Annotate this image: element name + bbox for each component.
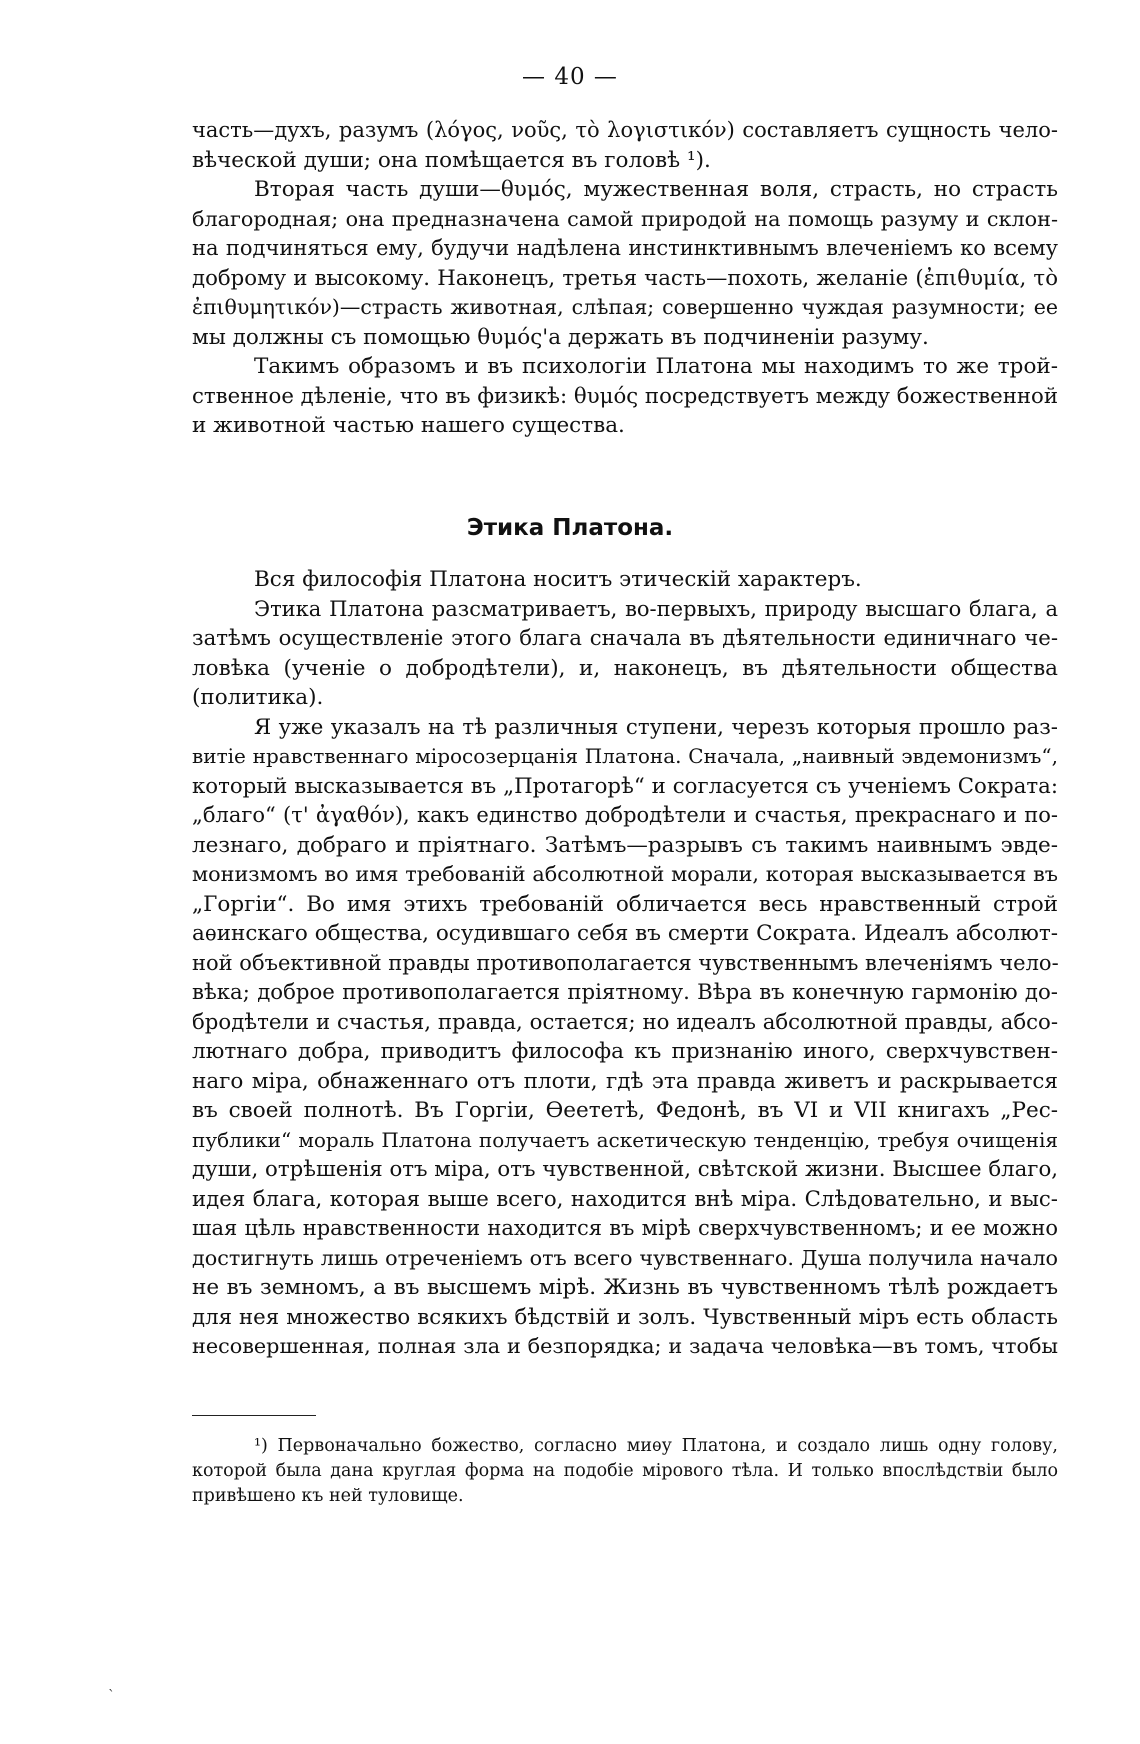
footnote-line: ¹) Первоначально божество, согласно миѳу Платона, и создало лишь одну голову, <box>254 1436 1058 1456</box>
page-number: — 40 — <box>522 64 618 90</box>
text-line: затѣмъ осуществленіе этого блага сначала въ дѣятельности единичнаго че- <box>192 626 1058 651</box>
intro-paragraphs <box>192 116 1058 441</box>
footnote-line: привѣшено къ ней туловище. <box>192 1486 464 1506</box>
text-line: лезнаго, добраго и пріятнаго. Затѣмъ—разрывъ съ такимъ наивнымъ эвде- <box>192 832 1058 858</box>
stray-ink-mark: ˋ <box>108 1688 115 1704</box>
text-line: Вторая часть души—θυμός, мужественная воля, страсть, но страсть <box>254 177 1058 202</box>
text-line: и животной частью нашего существа. <box>192 413 625 438</box>
text-line: часть—духъ, разумъ (λόγος, νοῦς, τὸ λογιστικόν) составляетъ сущность чело- <box>192 118 1058 142</box>
text-line: „Горгіи“. Во имя этихъ требованій обличается весь нравственный строй <box>192 891 1058 917</box>
text-line: Этика Платона разсматриваетъ, во-первыхъ, природу высшаго блага, а <box>254 596 1058 621</box>
text-line: витіе нравственнаго міросозерцанія Платона. Сначала, „наивный эвдемонизмъ“, <box>192 744 1058 768</box>
text-line: наго міра, обнаженнаго отъ плоти, гдѣ эта правда живетъ и раскрывается <box>192 1068 1058 1094</box>
text-line: монизмомъ во имя требованій абсолютной морали, которая высказывается въ <box>192 862 1058 886</box>
section-heading: Этика Платона. <box>466 515 674 541</box>
text-line: который высказывается въ „Протагорѣ“ и согласуется съ ученіемъ Сократа: <box>192 773 1058 799</box>
text-line: ственное дѣленіе, что въ физикѣ: θυμός посредствуетъ между божественной <box>192 383 1058 409</box>
text-line: шая цѣль нравственности находится въ мірѣ сверхчувственномъ; и ее можно <box>192 1216 1058 1240</box>
text-line: для нея множество всякихъ бѣдствій и золъ. Чувственный міръ есть область <box>192 1304 1058 1330</box>
text-line: ἐπιθυμητικόν)—страсть животная, слѣпая; совершенно чуждая разумности; ее <box>192 295 1058 319</box>
text-line: въ своей полнотѣ. Въ Горгіи, Ѳеететѣ, Федонѣ, въ VI и VII книгахъ „Рес- <box>192 1098 1058 1123</box>
text-line: идея блага, которая выше всего, находится внѣ міра. Слѣдовательно, и выс- <box>192 1186 1058 1212</box>
text-line: ной объективной правды противополагается чувственнымъ влеченіямъ чело- <box>192 950 1059 975</box>
text-line: Вся философія Платона носитъ этическій характеръ. <box>254 567 862 592</box>
text-line: (политика). <box>192 685 324 710</box>
text-line: благородная; она предназначена самой природой на помощь разуму и склон- <box>192 206 1058 231</box>
text-line: аѳинскаго общества, осудившаго себя въ смерти Сократа. Идеалъ абсолют- <box>192 921 1058 946</box>
text-line: ловѣка (ученіе о добродѣтели), и, наконецъ, въ дѣятельности общества <box>192 655 1058 681</box>
text-line: души, отрѣшенія отъ міра, отъ чувственной, свѣтской жизни. Высшее благо, <box>192 1157 1058 1182</box>
footnote-divider <box>192 1415 316 1416</box>
text-line: Такимъ образомъ и въ психологіи Платона мы находимъ то же трой- <box>254 354 1058 379</box>
text-line: вѣческой души; она помѣщается въ головѣ ¹). <box>192 147 711 173</box>
text-line: не въ земномъ, а въ высшемъ мірѣ. Жизнь въ чувственномъ тѣлѣ рождаетъ <box>192 1275 1058 1300</box>
footnote-line: которой была дана круглая форма на подобіе мірового тѣла. И только впослѣдствіи было <box>192 1461 1058 1481</box>
text-line: несовершенная, полная зла и безпорядка; и задача человѣка—въ томъ, чтобы <box>192 1334 1058 1358</box>
ethics-paragraphs <box>192 565 1058 1362</box>
text-line: вѣка; доброе противополагается пріятному. Вѣра въ конечную гармонію до- <box>192 980 1058 1005</box>
text-line: на подчиняться ему, будучи надѣлена инстинктивнымъ влеченіемъ ко всему <box>192 236 1058 260</box>
text-line: лютнаго добра, приводитъ философа къ признанію иного, сверхчувствен- <box>192 1039 1058 1064</box>
text-line: достигнуть лишь отреченіемъ отъ всего чувственнаго. Душа получила начало <box>192 1245 1058 1270</box>
text-line: бродѣтели и счастья, правда, остается; но идеалъ абсолютной правды, абсо- <box>192 1009 1058 1035</box>
text-line: доброму и высокому. Наконецъ, третья часть—похоть, желаніе (ἐπιθυμία, τὸ <box>192 265 1058 291</box>
text-line: публики“ мораль Платона получаетъ аскетическую тенденцію, требуя очищенія <box>192 1127 1058 1152</box>
text-line: Я уже указалъ на тѣ различныя ступени, черезъ которыя прошло раз- <box>254 714 1058 740</box>
text-line: мы должны съ помощью θυμός'а держать въ подчиненіи разуму. <box>192 324 929 350</box>
text-line: „благо“ (τ' ἀγαθόν), какъ единство добродѣтели и счастья, прекраснаго и по- <box>192 803 1058 827</box>
footnote <box>192 1434 1058 1509</box>
